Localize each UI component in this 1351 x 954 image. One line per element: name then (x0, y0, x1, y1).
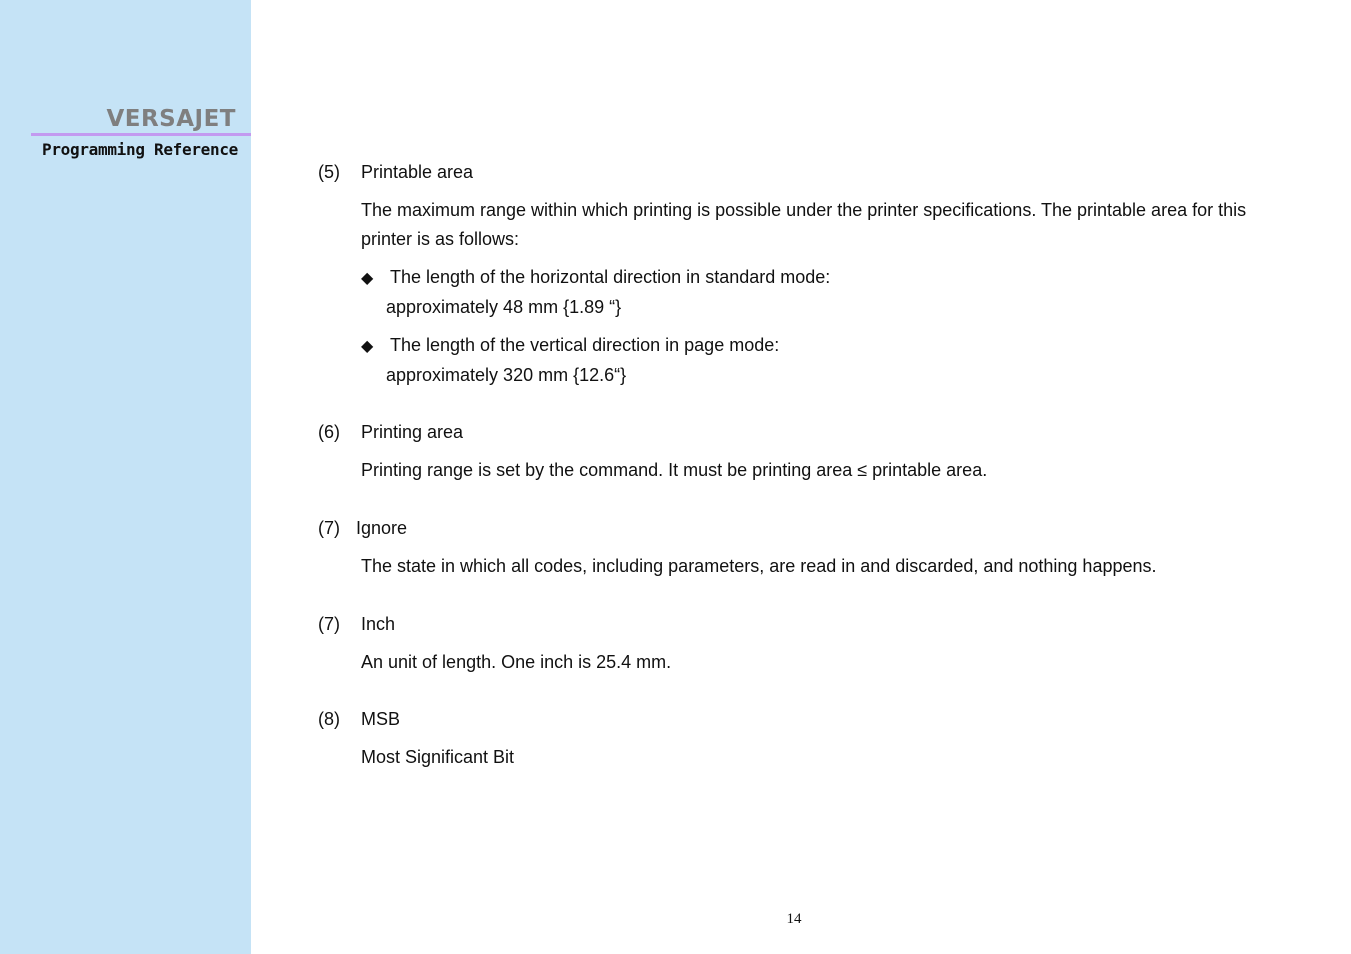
section-paragraph: Most Significant Bit (361, 747, 515, 767)
section-heading (318, 514, 1278, 543)
section-title: Ignore (356, 518, 408, 538)
bullet-value: approximately 320 mm {12.6“} (386, 365, 627, 385)
brand-divider (31, 133, 251, 136)
section-number: (7) (318, 518, 340, 538)
diamond-bullet-icon: ◆ (361, 338, 374, 355)
section-title: Printing area (361, 422, 464, 442)
bullet-item (361, 263, 1278, 322)
section-heading (318, 418, 1278, 447)
section-number: (5) (318, 162, 340, 182)
page-number: 14 (786, 911, 802, 927)
section-inch (318, 610, 1278, 677)
section-title: Printable area (361, 162, 474, 182)
brand-subtitle: Programming Reference (42, 140, 238, 159)
section-number: (7) (318, 614, 340, 634)
section-paragraph: An unit of length. One inch is 25.4 mm. (361, 652, 672, 672)
section-number: (8) (318, 709, 340, 729)
spacer (318, 494, 1278, 514)
section-heading (318, 705, 1278, 734)
spacer (318, 590, 1278, 610)
section-printable-area (318, 158, 1278, 390)
section-paragraph: The maximum range within which printing is possible under the printer specifications. The printable area for this printer is as follows: (361, 200, 1247, 249)
section-heading (318, 610, 1278, 639)
bullet-item (361, 331, 1278, 390)
spacer (318, 399, 1278, 418)
brand-title: VERSAJET (106, 106, 236, 132)
bullet-text: The length of the horizontal direction in standard mode: (390, 267, 831, 287)
main-content (318, 158, 1278, 781)
section-paragraph: The state in which all codes, including parameters, are read in and discarded, and nothing happens. (361, 556, 1157, 576)
bullet-text: The length of the vertical direction in page mode: (390, 335, 780, 355)
section-number: (6) (318, 422, 340, 442)
section-paragraph: Printing range is set by the command. It must be printing area ≤ printable area. (361, 460, 988, 480)
section-title: MSB (361, 709, 401, 729)
section-printing-area (318, 418, 1278, 485)
section-msb (318, 705, 1278, 772)
bullet-value: approximately 48 mm {1.89 “} (386, 297, 622, 317)
section-ignore (318, 514, 1278, 581)
diamond-bullet-icon: ◆ (361, 270, 374, 287)
spacer (318, 686, 1278, 705)
section-heading (318, 158, 1278, 187)
section-title: Inch (361, 614, 396, 634)
sidebar (0, 0, 251, 954)
